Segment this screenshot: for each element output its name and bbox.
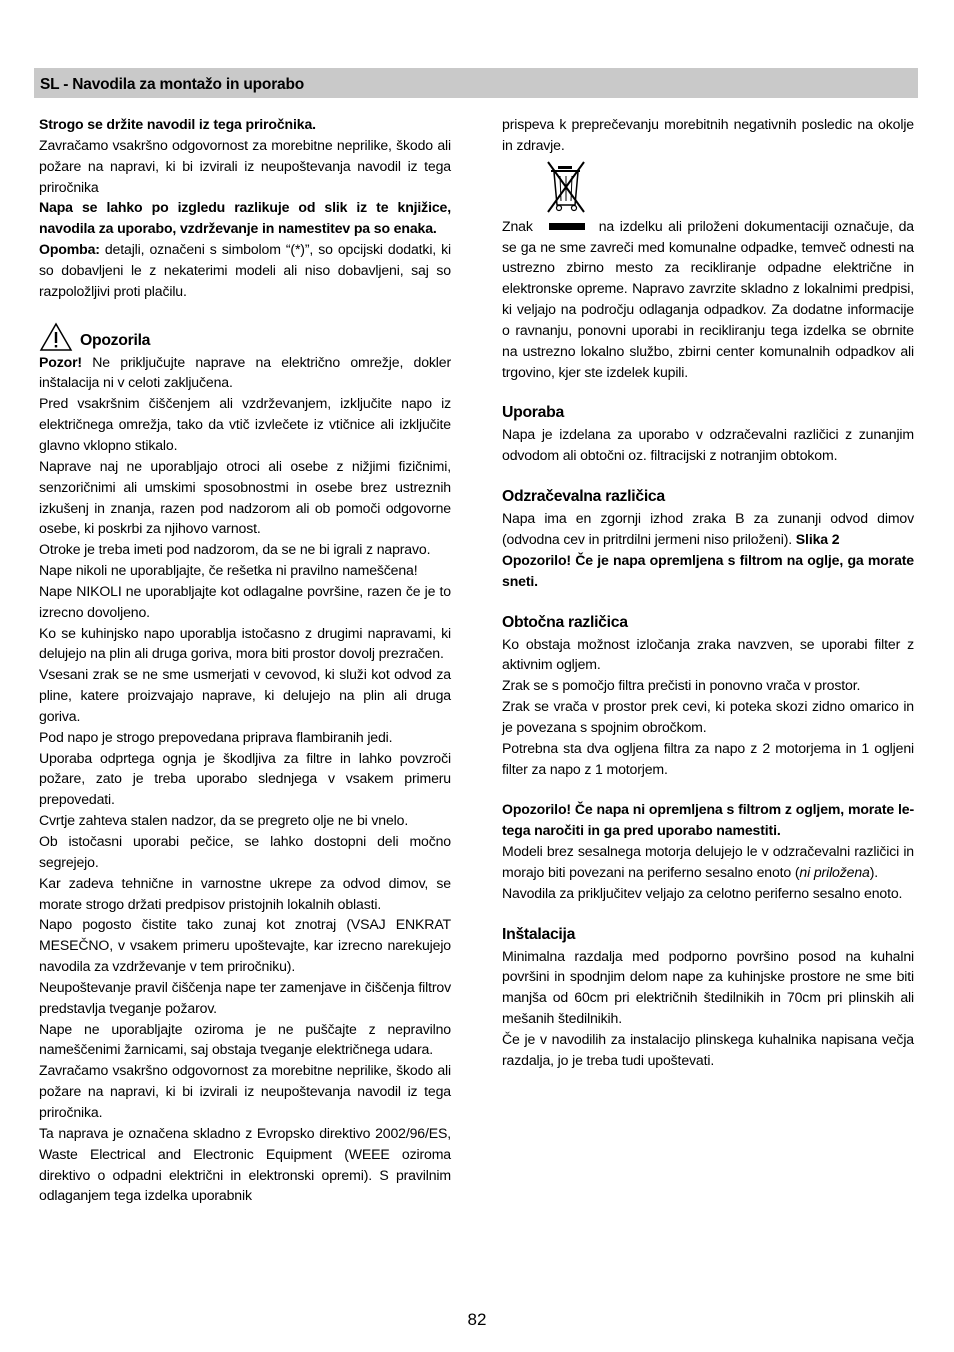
odzracevalna-warning: Opozorilo! Če je napa opremljena s filtrom na oglje, ga morate sneti. [502, 551, 914, 589]
warning-paragraph: Uporaba odprtega ognja je škodljiva za filtre in lahko povzroči požare, zato je treba uporabo slednjega v vsakem primeru prepovedati. [39, 749, 451, 808]
instalacija-list [502, 946, 914, 1071]
obtocna-warning: Opozorilo! Če napa ni opremljena s filtrom z ogljem, morate le-tega naročiti in ga pred uporabo namestiti. [502, 801, 914, 839]
obtocna-paragraph: Zrak se s pomočjo filtra prečisti in ponovno vrača v prostor. [502, 677, 861, 694]
pozor-text: Ne priključujte naprave na električno omrežje, dokler inštalacija ni v celoti zaključena. [39, 353, 451, 391]
warning-paragraph: Ob istočasni uporabi pečice, se lahko dostopni deli močno segrejejo. [39, 833, 451, 870]
section-header [34, 68, 918, 98]
warning-paragraph: Otroke je treba imeti pod nadzorom, da se ne bi igrali z napravo. [39, 541, 431, 558]
page-number-text: 82 [467, 1310, 487, 1329]
modeli-italic: ni priložena [799, 863, 870, 880]
znak-label: Znak [502, 217, 533, 234]
instalacija-paragraph: Če je v navodilih za instalacijo plinskega kuhalnika napisana večja razdalja, jo je treba tudi upoštevati. [502, 1031, 914, 1068]
warning-paragraph: Kar zadeva tehnične in varnostne ukrepe za odvod dimov, se morate strogo držati predpisov pristojnih lokalnih oblasti. [39, 874, 451, 912]
right-column [502, 114, 914, 1071]
warning-paragraph: Nape NIKOLI ne uporabljajte kot odlagalne površine, razen če je to izrecno dovoljeno. [39, 582, 451, 620]
znak-paragraph [502, 216, 914, 383]
warning-paragraph: Ko se kuhinjsko napo uporablja istočasno z drugimi napravami, ki delujejo na plin ali druga goriva, mora biti prostor dovolj prezračen. [39, 624, 451, 662]
left-column [39, 114, 451, 1206]
warning-paragraph: Naprave naj ne uporabljajo otroci ali osebe z nižjimi fizičnimi, senzoričnimi ali umskimi sposobnostmi in osebe brez ustreznih izkušenj in znanja, razen pod nadzorom ali ob pomoči odgovorne osebe, ki poskrbi za njihovo varnost. [39, 457, 451, 537]
odzracevalna-heading: Odzračevalna različica [502, 488, 665, 506]
weee-bin-icon [546, 160, 914, 216]
warning-icon [39, 322, 73, 352]
odzracevalna-body: Napa ima en zgornji izhod zraka B za zunanji odvod dimov (odvodna cev in pritrdilni jermeni niso priloženi). [502, 510, 914, 547]
warning-paragraph: Napo pogosto čistite tako zunaj kot znotraj (VSAJ ENKRAT MESEČNO, v vsakem primeru upoštevajte, kar izrecno narekujejo navodila za vzdrževanje v tem priročniku). [39, 916, 451, 975]
intro-text: Zavračamo vsakršno odgovornost za morebitne neprilike, škodo ali požare na napravi, ki bi izvirali iz neupoštevanja navodil iz tega priročnika [39, 136, 451, 195]
warning-paragraph: Pred vsakršnim čiščenjem ali vzdrževanjem, izključite napo iz električnega omrežja, tako da vtič izvlečete iz vtičnice ali izključite glavno vklopno stikalo. [39, 395, 451, 453]
warnings-list [39, 393, 451, 1206]
obtocna-list [502, 634, 914, 780]
odzracevalna-text [502, 508, 914, 550]
pozor-label: Pozor! [39, 353, 82, 370]
warning-paragraph: Cvrtje zahteva stalen nadzor, da se pregreto olje ne bi vnelo. [39, 812, 409, 829]
uporaba-text: Napa je izdelana za uporabo v odzračevalni različici z zunanjim odvodom ali obtočni oz. filtracijski z notranjim obtokom. [502, 426, 914, 464]
warning-paragraph: Nape nikoli ne uporabljajte, če rešetka ni pravilno nameščena! [39, 562, 418, 579]
section-title: SL - Navodila za montažo in uporabo [40, 76, 304, 93]
warning-paragraph: Pod napo je strogo prepovedana priprava flambiranih jedi. [39, 728, 393, 745]
obtocna-paragraph: Zrak se vrača v prostor prek cevi, ki poteka skozi zidno omarico in je povezana s spojnim obročkom. [502, 698, 914, 735]
warnings-title: Opozorila [80, 331, 151, 349]
uporaba-heading: Uporaba [502, 404, 564, 422]
instalacija-heading: Inštalacija [502, 925, 576, 943]
pozor-paragraph [39, 352, 451, 394]
warning-paragraph: Vsesani zrak se ne sme usmerjati v cevovod, ki služi kot odvod za pline, katere proizvajajo naprave, ki delujejo na plin ali druga goriva. [39, 666, 451, 724]
obtocna-paragraph: Potrebna sta dva ogljena filtra za napo z 2 motorjema in 1 ogljeni filter za napo z 1 motorjem. [502, 739, 914, 777]
modeli-text-b: ). [869, 863, 879, 880]
warning-paragraph: Zavračamo vsakršno odgovornost za morebitne neprilike, škodo ali požare na napravi, ki bi izvirali iz neupoštevanja navodil iz tega priročnika. [39, 1062, 451, 1120]
obtocna-paragraph: Ko obstaja možnost izločanja zraka navzven, se uporabi filter z aktivnim ogljem. [502, 635, 914, 673]
note-paragraph [39, 239, 451, 302]
warning-paragraph: Nape ne uporabljajte oziroma je ne puščajte z nepravilno nameščenimi žarnicami, saj obstaja tveganje električnega udara. [39, 1020, 451, 1058]
weee-intro: prispeva k preprečevanju morebitnih negativnih posledic na okolje in zdravje. [502, 116, 914, 153]
intro-bold-2: Napa se lahko po izgledu razlikuje od slik iz te knjižice, navodila za uporabo, vzdrževanje in namestitev pa so enaka. [39, 199, 451, 237]
warning-paragraph: Ta naprava je označena skladno z Evropsko direktivo 2002/96/ES, Waste Electrical and Electronic Equipment (WEEE oziroma direktivo o odpadni električni in elektronski opremi). S pravilnim odlaganjem tega izdelka uporabnik [39, 1124, 451, 1204]
slika-reference: Slika 2 [792, 530, 840, 547]
warning-paragraph: Neupoštevanje pravil čiščenja nape ter zamenjave in čiščenja filtrov predstavlja tveganje požarov. [39, 978, 451, 1016]
note-label: Opomba: [39, 241, 100, 258]
modeli-paragraph [502, 841, 914, 883]
page-number [0, 1310, 954, 1330]
modeli-text-a: Modeli brez sesalnega motorja delujejo le v odzračevalni različici in morajo biti povezani na periferno sesalno enoto ( [502, 843, 914, 880]
note-text: detajli, označeni s simbolom “(*)”, so opcijski dodatki, ki so dobavljeni le z nekaterimi modeli ali niso dobavljeni, saj so razpoložljivi proti plačilu. [39, 241, 451, 299]
intro-bold: Strogo se držite navodil iz tega priročnika. [39, 116, 316, 132]
black-bar-symbol [549, 223, 585, 230]
warnings-heading [39, 316, 451, 352]
obtocna-heading: Obtočna različica [502, 613, 628, 631]
znak-text: na izdelku ali priloženi dokumentaciji označuje, da se ga ne sme zavreči med komunalne odpadke, temveč odnesti na ustrezno zbirno mesto za recikliranje odpadne električne in elektronske opreme. Napravo zavrzite skladno z lokalnimi predpisi, ki veljajo na področju odlaganja odpadkov. Za dodatne informacije o ravnanju, ponovni uporabi in recikliranju tega izdelka se obrnite na ustrezno lokalno službo, zbirni center komunalnih odpadkov ali trgovino, kjer ste izdelek kupili. [502, 217, 914, 380]
instalacija-paragraph: Minimalna razdalja med podporno površino posod na kuhalni površini in spodnjim delom nape za kuhinjske prostore ne sme biti manjša od 60cm pri električnih štedilnikih in 70cm pri plinskih ali mešanih štedilnikih. [502, 947, 914, 1027]
navodila-paragraph: Navodila za priključitev veljajo za celotno periferno sesalno enoto. [502, 884, 903, 901]
